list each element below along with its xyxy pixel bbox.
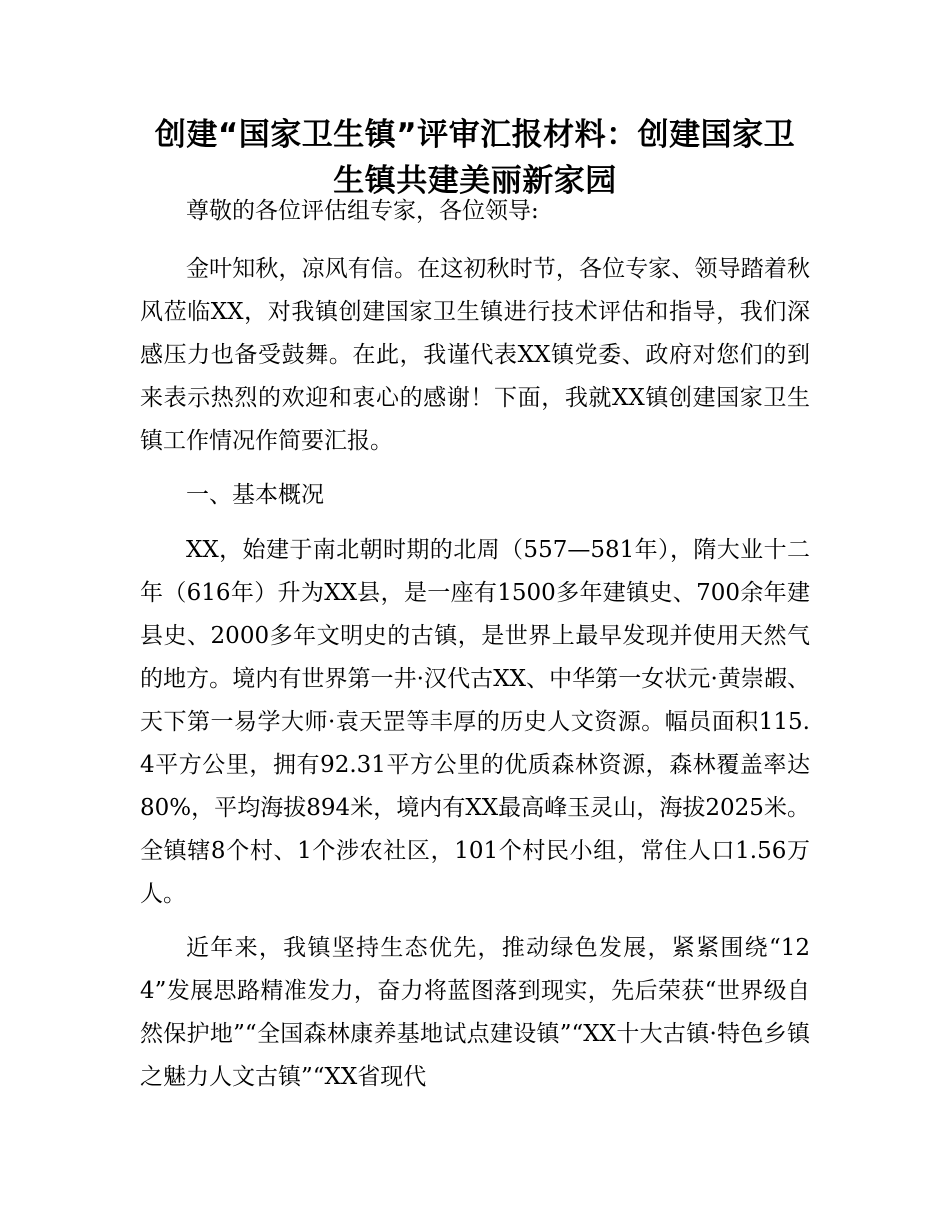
salutation: 尊敬的各位评估组专家，各位领导: xyxy=(186,198,539,224)
document-title: 创建“国家卫生镇”评审汇报材料：创建国家卫生镇共建美丽新家园 xyxy=(154,117,796,199)
development-paragraph: 近年来，我镇坚持生态优先，推动绿色发展，紧紧围绕“124”发展思路精准发力，奋力将蓝图落到现实，先后荣获“世界级自然保护地”“全国森林康养基地试点建设镇”“XX十大古镇·特色乡镇之魅力人文古镇”“XX省现代 xyxy=(140,935,810,1090)
section-heading: 一、基本概况 xyxy=(186,482,324,508)
intro-paragraph: 金叶知秋，凉风有信。在这初秋时节，各位专家、领导踏着秋风莅临XX，对我镇创建国家卫生镇进行技术评估和指导，我们深感压力也备受鼓舞。在此，我谨代表XX镇党委、政府对您们的到来表示热烈的欢迎和衷心的感谢！下面，我就XX镇创建国家卫生镇工作情况作简要汇报。 xyxy=(140,256,810,454)
document-body xyxy=(140,190,810,1110)
overview-paragraph: XX，始建于南北朝时期的北周（557—581年），隋大业十二年（616年）升为XX县，是一座有1500多年建镇史、700余年建县史、2000多年文明史的古镇，是世界上最早发现并使用天然气的地方。境内有世界第一井·汉代古XX、中华第一女状元·黄崇嘏、天下第一易学大师·袁天罡等丰厚的历史人文资源。幅员面积115.4平方公里，拥有92.31平方公里的优质森林资源，森林覆盖率达80%，平均海拔894米，境内有XX最高峰玉灵山，海拔2025米。全镇辖8个村、1个涉农社区，101个村民小组，常住人口1.56万人。 xyxy=(140,537,810,907)
